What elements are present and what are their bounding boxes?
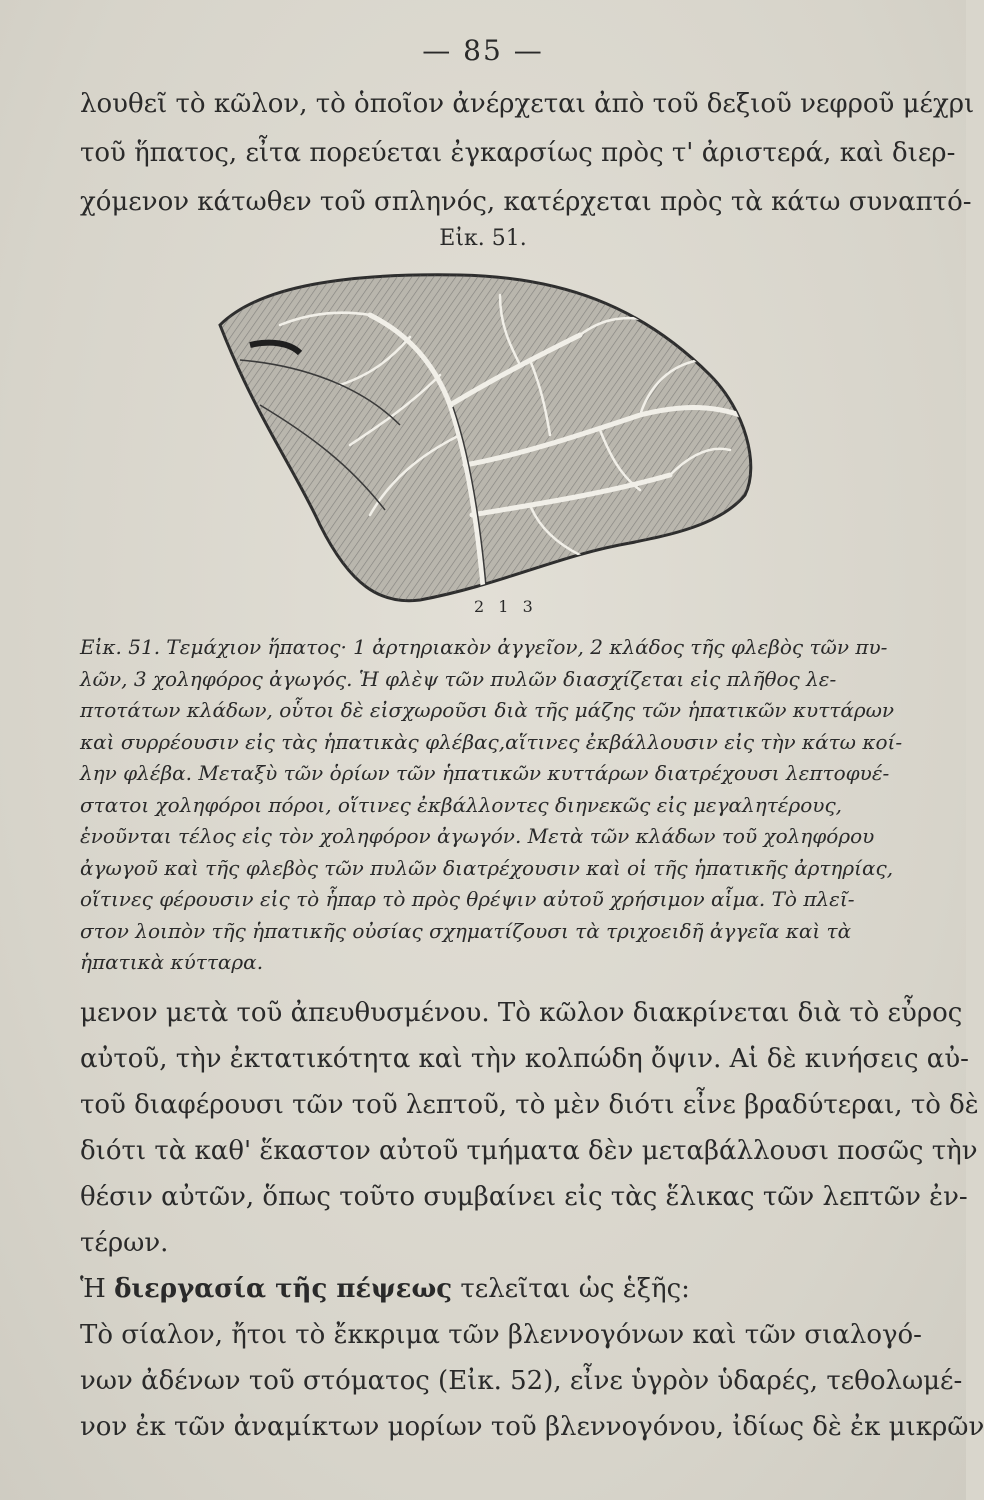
text-line: τοῦ διαφέρουσι τῶν τοῦ λεπτοῦ, τὸ μὲν διότι εἶνε βραδύτεραι, τὸ δὲ (80, 1090, 979, 1120)
liver-engraving (200, 265, 780, 610)
caption-line: οἵτινες φέρουσιν εἰς τὸ ἧπαρ τὸ πρὸς θρέψιν αὐτοῦ χρήσιμον αἷμα. Τὸ πλεῖ- (80, 887, 855, 911)
heading-prefix: Ἡ (80, 1274, 106, 1304)
heading-suffix: τελεῖται ὡς ἑξῆς: (460, 1274, 690, 1304)
text-line: Τὸ σίαλον, ἤτοι τὸ ἔκκριμα τῶν βλεννογόνων καὶ τῶν σιαλογό- (80, 1320, 922, 1350)
text-line: διότι τὰ καθ' ἕκαστον αὐτοῦ τμήματα δὲν μεταβάλλουσι ποσῶς τὴν (80, 1136, 978, 1166)
callout-number: 2 (474, 597, 485, 616)
figure-label: Εἰκ. 51. (439, 226, 527, 251)
text-line: τοῦ ἥπατος, εἶτα πορεύεται ἐγκαρσίως πρὸς τ' ἀριστερά, καὶ διερ- (80, 138, 956, 168)
figure-caption (80, 632, 903, 979)
caption-line: πτοτάτων κλάδων, οὗτοι δὲ εἰσχωροῦσι διὰ τῆς μάζης τῶν ἡπατικῶν κυττάρων (80, 698, 895, 722)
figure-callout-numbers (474, 597, 542, 616)
caption-line: Εἰκ. 51. Τεμάχιον ἥπατος· 1 ἀρτηριακὸν ἀγγεῖον, 2 κλάδος τῆς φλεβὸς τῶν πυ- (80, 635, 888, 659)
caption-line: καὶ συρρέουσιν εἰς τὰς ἡπατικὰς φλέβας,αἵτινες ἐκβάλλουσιν εἰς τὴν κάτω κοί- (80, 729, 903, 754)
text-line: νων ἀδένων τοῦ στόματος (Εἰκ. 52), εἶνε ὑγρὸν ὑδαρές, τεθολωμέ- (80, 1366, 963, 1396)
callout-number: 1 (498, 597, 509, 616)
lower-text (80, 990, 984, 1450)
text-line: θέσιν αὐτῶν, ὅπως τοῦτο συμβαίνει εἰς τὰς ἕλικας τῶν λεπτῶν ἐν- (80, 1182, 968, 1212)
text-line: λουθεῖ τὸ κῶλον, τὸ ὁποῖον ἀνέρχεται ἀπὸ τοῦ δεξιοῦ νεφροῦ μέχρι (80, 89, 975, 119)
caption-line: ἀγωγοῦ καὶ τῆς φλεβὸς τῶν πυλῶν διατρέχουσιν καὶ οἱ τῆς ἡπατικῆς ἀρτηρίας, (80, 855, 894, 880)
text-line: αὐτοῦ, τὴν ἐκτατικότητα καὶ τὴν κολπώδη ὄψιν. Αἱ δὲ κινήσεις αὐ- (80, 1044, 969, 1074)
text-line: τέρων. (80, 1228, 169, 1258)
text-line: χόμενον κάτωθεν τοῦ σπληνός, κατέρχεται πρὸς τὰ κάτω συναπτό- (80, 187, 972, 217)
text-line: νον ἐκ τῶν ἀναμίκτων μορίων τοῦ βλεννογόνου, ἰδίως δὲ ἐκ μικρῶν (80, 1412, 984, 1442)
caption-line: ἡπατικὰ κύτταρα. (80, 950, 264, 974)
callout-number: 3 (522, 597, 533, 616)
page-number: — 85 — (422, 34, 544, 67)
caption-line: λην φλέβα. Μεταξὺ τῶν ὁρίων τῶν ἡπατικῶν κυττάρων διατρέχουσι λεπτοφυέ- (80, 761, 890, 785)
caption-line: λῶν, 3 χοληφόρος ἀγωγός. Ἡ φλὲψ τῶν πυλῶν διασχίζεται εἰς πλῆθος λε- (80, 666, 837, 691)
caption-line: στατοι χοληφόροι πόροι, οἵτινες ἐκβάλλοντες διηνεκῶς εἰς μεγαλητέρους, (80, 792, 843, 817)
top-paragraph (80, 80, 975, 227)
caption-line: στον λοιπὸν τῆς ἡπατικῆς οὐσίας σχηματίζουσι τὰ τριχοειδῆ ἀγγεῖα καὶ τὰ (80, 918, 852, 943)
section-heading (80, 1266, 880, 1312)
text-line: μενον μετὰ τοῦ ἀπευθυσμένου. Τὸ κῶλον διακρίνεται διὰ τὸ εὖρος (80, 998, 963, 1028)
heading-bold-text: διεργασία τῆς πέψεως (114, 1274, 453, 1304)
caption-line: ἑνοῦνται τέλος εἰς τὸν χοληφόρον ἀγωγόν. Μετὰ τῶν κλάδων τοῦ χοληφόρου (80, 824, 875, 848)
liver-section-illustration (200, 265, 780, 610)
